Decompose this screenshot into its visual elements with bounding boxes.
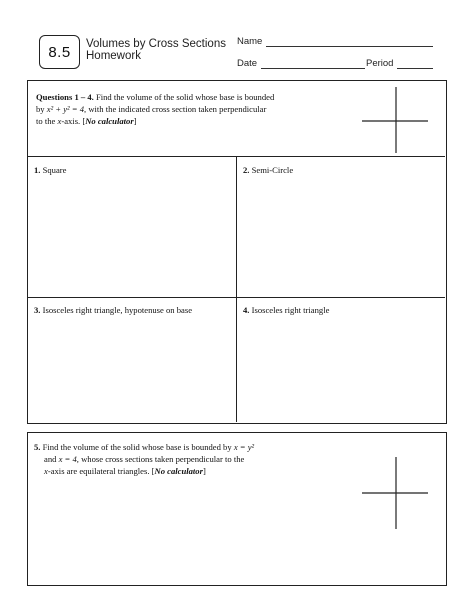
- cell-2-number: 2.: [243, 165, 250, 175]
- coordinate-axes-icon: [360, 85, 430, 155]
- question-5-text: [34, 441, 334, 477]
- intro-line2-rest: , with the indicated cross section taken perpendicular: [84, 104, 267, 114]
- q5-eq1: x = y²: [233, 442, 255, 452]
- intro-line2-prefix: by: [36, 104, 45, 114]
- cell-3: [34, 305, 192, 316]
- cell-1-label: Square: [42, 165, 67, 175]
- q5-line3-end: ]: [202, 466, 206, 476]
- cell-horizontal-divider: [28, 297, 445, 298]
- coordinate-axes-icon: [360, 455, 430, 531]
- cell-3-label: Isosceles right triangle, hypotenuse on base: [42, 305, 193, 315]
- intro-line3-prefix: to the: [36, 116, 56, 126]
- name-line[interactable]: [266, 37, 433, 47]
- q5-line2-prefix: and: [44, 454, 57, 464]
- intro-axis-var: x: [57, 116, 62, 126]
- cell-4-label: Isosceles right triangle: [251, 305, 330, 315]
- questions-1-4-box: [27, 80, 447, 424]
- title-line-1: Volumes by Cross Sections: [86, 38, 226, 50]
- question-5-box: [27, 432, 447, 586]
- cell-1-number: 1.: [34, 165, 41, 175]
- cell-3-number: 3.: [34, 305, 41, 315]
- q5-no-calculator: No calculator: [154, 466, 203, 476]
- period-label: Period: [366, 58, 394, 69]
- q5-eq2: x = 4: [58, 454, 77, 464]
- section-number-badge: [39, 35, 80, 69]
- cell-2-label: Semi-Circle: [251, 165, 294, 175]
- q5-axis-var: x: [44, 466, 48, 476]
- title-line-2: Homework: [86, 50, 141, 62]
- cell-1: [34, 165, 66, 176]
- date-label: Date: [237, 58, 258, 69]
- worksheet-title: [86, 38, 226, 62]
- intro-lead: Questions 1 – 4.: [36, 92, 94, 102]
- cell-2: [243, 165, 293, 176]
- q5-line2-rest: , whose cross sections taken perpendicular to the: [76, 454, 245, 464]
- section-number: 8.5: [48, 43, 71, 61]
- cell-4-number: 4.: [243, 305, 250, 315]
- intro-line3-mid: -axis. [: [61, 116, 86, 126]
- q5-line3-rest: -axis are equilateral triangles. [: [47, 466, 155, 476]
- date-field: [237, 58, 365, 69]
- intro-text: [36, 91, 336, 127]
- q5-line1: Find the volume of the solid whose base is bounded by: [42, 442, 232, 452]
- cell-4: [243, 305, 329, 316]
- period-line[interactable]: [397, 59, 433, 69]
- date-line[interactable]: [261, 59, 365, 69]
- period-field: [366, 58, 433, 69]
- name-field: [237, 36, 433, 47]
- cell-vertical-divider: [236, 156, 237, 422]
- intro-no-calculator: No calculator: [85, 116, 134, 126]
- name-label: Name: [237, 36, 263, 47]
- intro-line3-end: ]: [133, 116, 137, 126]
- q5-number: 5.: [34, 442, 41, 452]
- intro-equation: x² + y² = 4: [46, 104, 85, 114]
- intro-line1: Find the volume of the solid whose base is bounded: [95, 92, 275, 102]
